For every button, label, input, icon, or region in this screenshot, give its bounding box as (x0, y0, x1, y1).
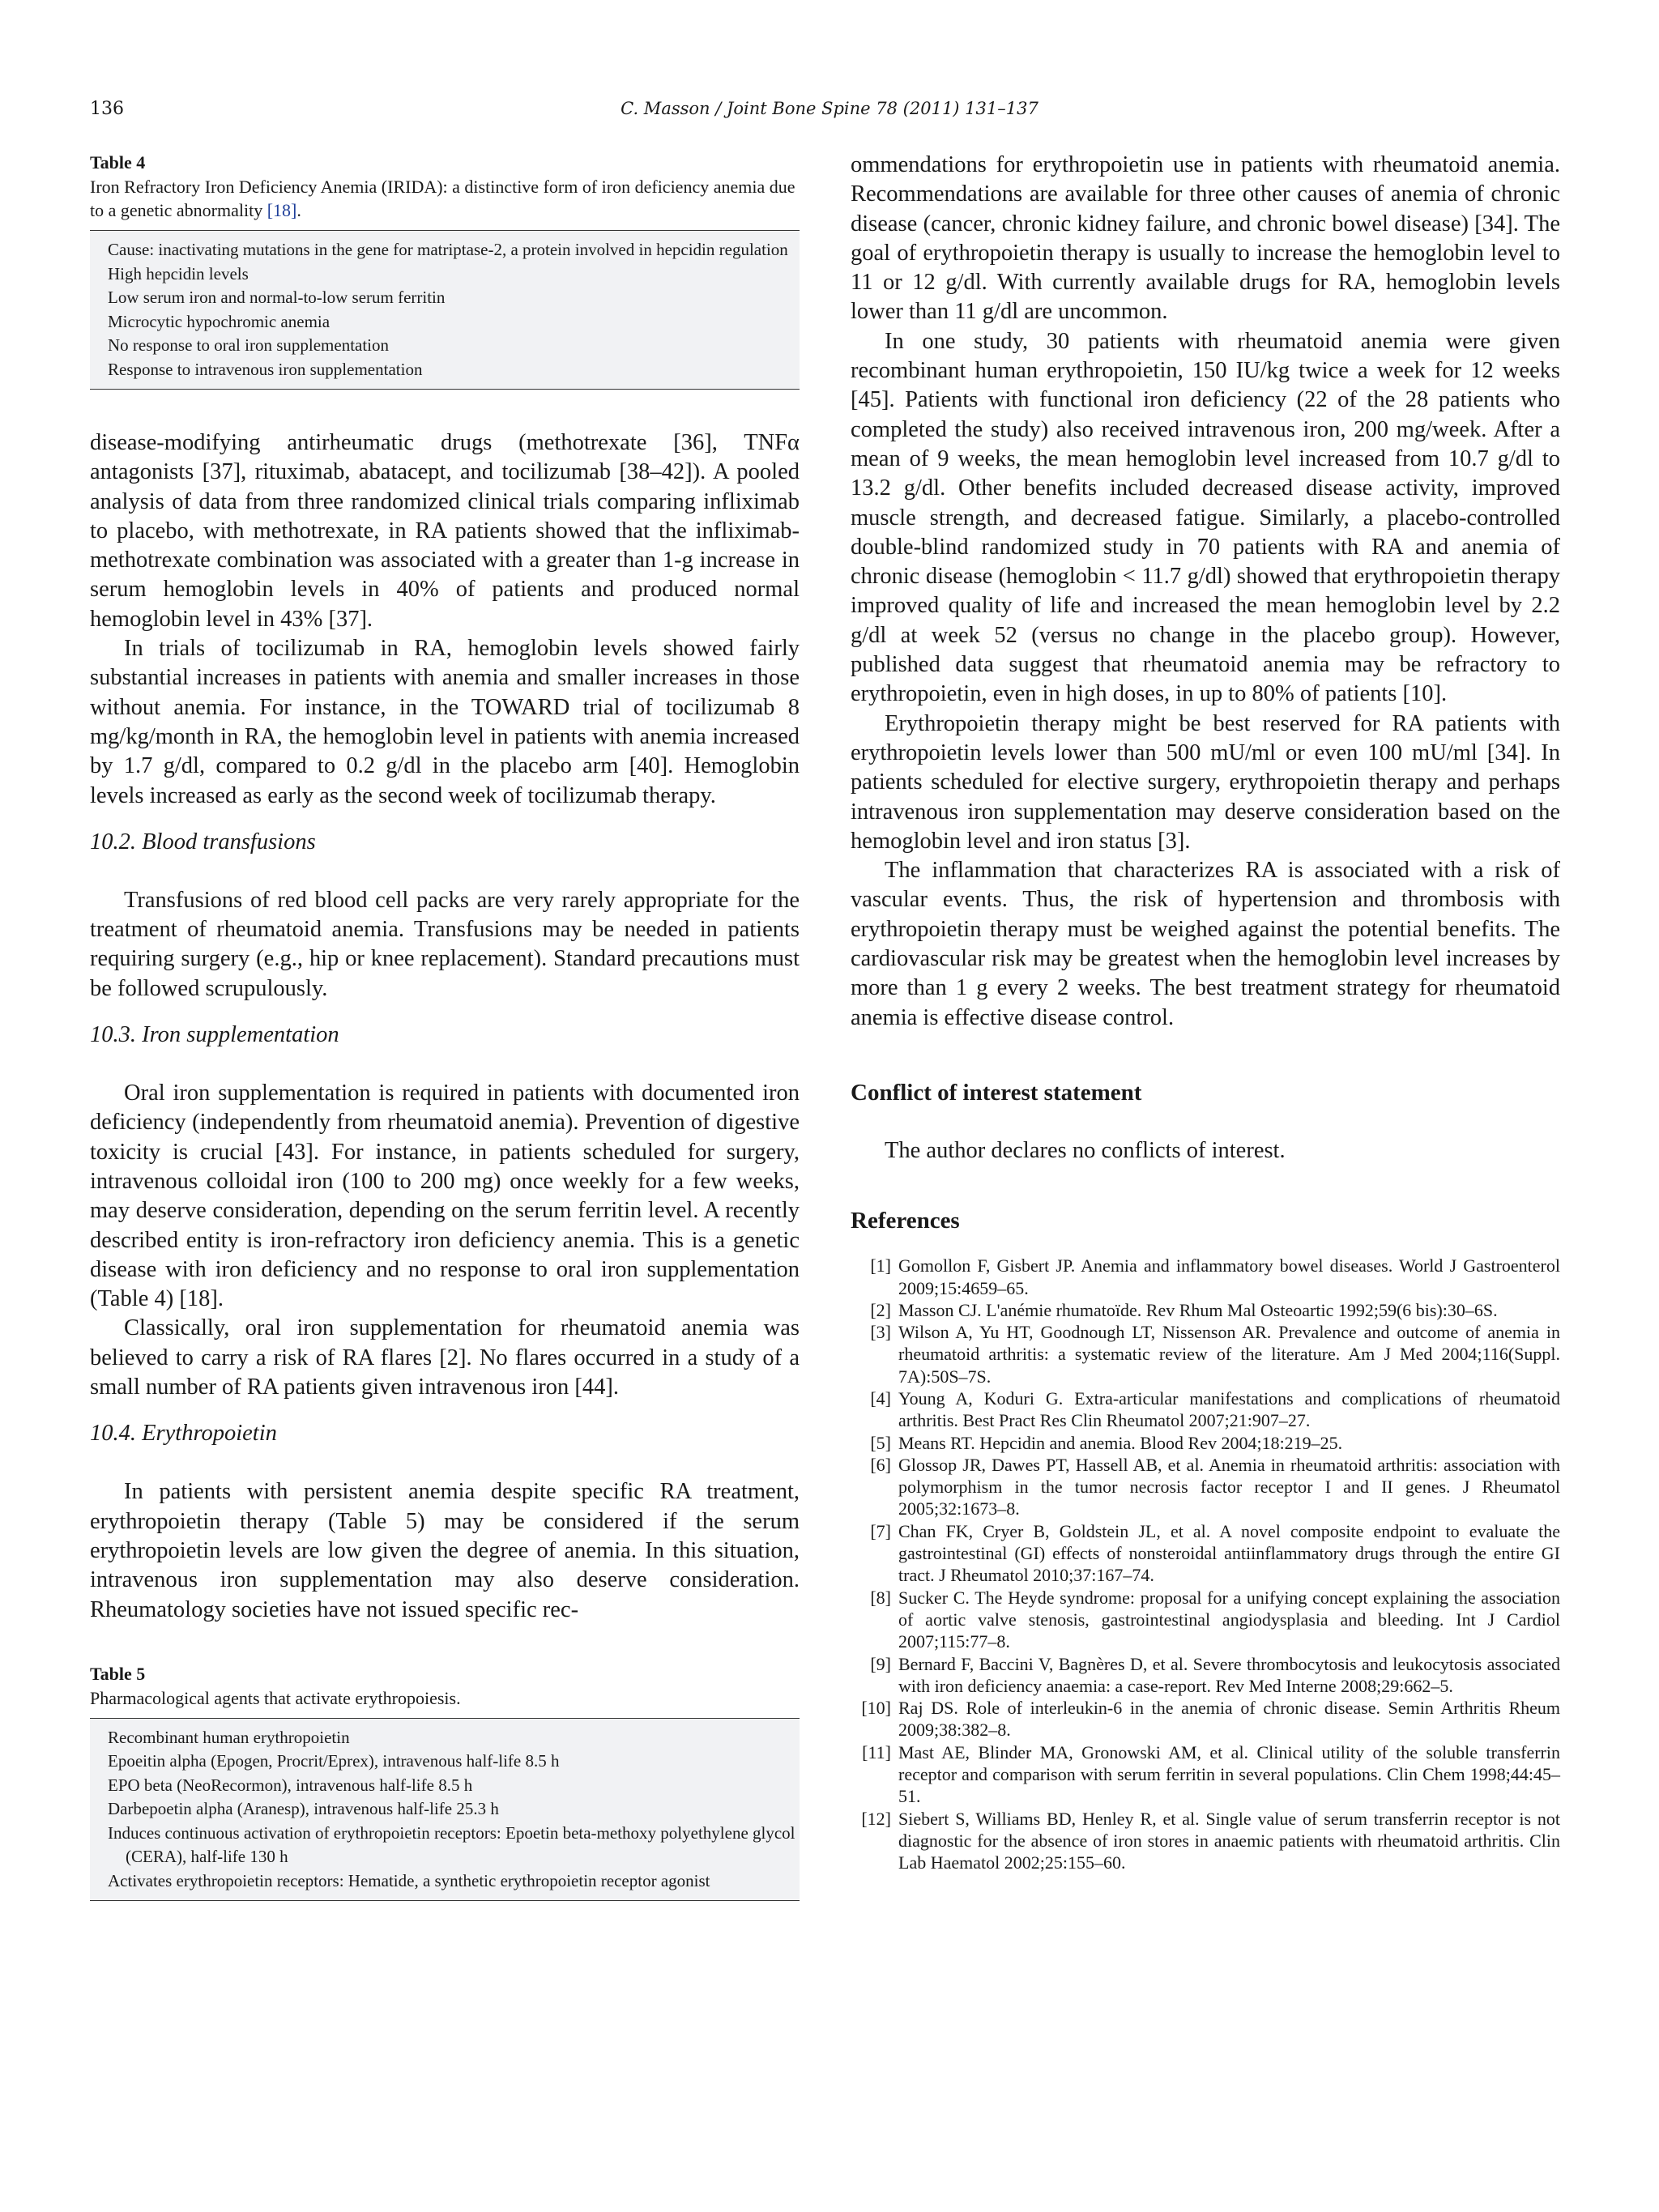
reference-text: Wilson A, Yu HT, Goodnough LT, Nissenson AR. Prevalence and outcome of anemia in rheumatoid arthritis: a systematic review of the literature. Am J Med 2004;116(Suppl. 7A):50S–7S. (898, 1322, 1560, 1387)
reference-text: Siebert S, Williams BD, Henley R, et al. Single value of serum transferrin receptor is not diagnostic for the absence of iron stores in anaemic patients with rheumatoid arthritis. Clin Lab Haematol 2002;25:155–60. (898, 1808, 1560, 1873)
reference-item (851, 1587, 1560, 1653)
reference-text: Raj DS. Role of interleukin-6 in the anemia of chronic disease. Semin Arthritis Rheum 2009;38:382–8. (898, 1698, 1560, 1741)
table-5-row: Darbepoetin alpha (Aranesp), intravenous half-life 25.3 h (108, 1799, 499, 1819)
table-5 (90, 1662, 800, 1902)
reference-number: [7] (870, 1520, 891, 1541)
reference-item (851, 1432, 1560, 1454)
references-list (851, 1255, 1560, 1873)
table-4-row: High hepcidin levels (108, 263, 249, 283)
table-5-body (90, 1718, 800, 1902)
reference-number: [11] (862, 1741, 891, 1762)
section-body (90, 886, 800, 1004)
table-4-caption-end: . (296, 200, 301, 220)
reference-item (851, 1808, 1560, 1874)
reference-number: [6] (870, 1454, 891, 1475)
table-4-row: Response to intravenous iron supplementation (108, 359, 423, 379)
paragraph: Erythropoietin therapy might be best reserved for RA patients with erythropoietin levels lower than 500 mU/ml or even 100 mU/ml [34]. In patients scheduled for elective surgery, erythropoietin therapy and perhaps intravenous iron supplementation may deserve consideration based on the hemoglobin level and iron status [3]. (851, 710, 1560, 854)
reference-item (851, 1321, 1560, 1387)
section-heading-iron-supplementation: 10.3. Iron supplementation (90, 1022, 339, 1048)
reference-number: [4] (870, 1387, 891, 1409)
paragraph: In one study, 30 patients with rheumatoid anemia were given recombinant human erythropoietin, 150 IU/kg twice a week for 12 weeks [45]. Patients with functional iron deficiency (22 of the 28 patients who completed the study) also received intravenous iron, 200 mg/week. After a mean of 9 weeks, the mean hemoglobin level increased from 10.7 g/dl to 13.2 g/dl. Other benefits included decreased disease activity, improved muscle strength, and decreased fatigue. Similarly, a placebo-controlled double-blind randomized study in 70 patients with RA and anemia of chronic disease (hemoglobin < 11.7 g/dl) showed that erythropoietin therapy improved quality of life and increased the mean hemoglobin level by 2.2 g/dl at week 52 (versus no change in the placebo group). However, published data suggest that rheumatoid anemia may be refractory to erythropoietin, even in high doses, in up to 80% of patients [10]. (851, 328, 1560, 707)
paragraph: ommendations for erythropoietin use in patients with rheumatoid anemia. Recommendations are available for three other causes of anemia of chronic disease (cancer, chronic kidney failure, and chronic bowel disease) [34]. The goal of erythropoietin therapy is usually to increase the hemoglobin level to 11 or 12 g/dl. With currently available drugs for RA, hemoglobin levels lower than 11 g/dl are uncommon. (851, 152, 1560, 325)
table-4-body (90, 230, 800, 390)
table-4-label: Table 4 (90, 152, 146, 173)
reference-number: [2] (870, 1299, 891, 1320)
reference-number: [3] (870, 1322, 891, 1343)
paragraph: The inflammation that characterizes RA is associated with a risk of vascular events. Thus, the risk of hypertension and thrombosis with erythropoietin therapy must be weighed against the potential benefits. The cardiovascular risk may be greatest when the hemoglobin level increases by more than 1 g every 2 weeks. The best treatment strategy for rheumatoid anemia is effective disease control. (851, 858, 1560, 1030)
reference-number: [12] (861, 1808, 891, 1829)
table-4-row: Low serum iron and normal-to-low serum ferritin (108, 288, 446, 307)
table-4-row: No response to oral iron supplementation (108, 335, 390, 355)
table-4-caption (90, 175, 800, 222)
table-5-row: Induces continuous activation of erythropoietin receptors: Epoetin beta-methoxy polyethylene glycol (CERA), half-life 130 h (108, 1822, 795, 1867)
table-5-row: Epoeitin alpha (Epogen, Procrit/Eprex), intravenous half-life 8.5 h (108, 1751, 560, 1771)
table-5-caption: Pharmacological agents that activate erythropoiesis. (90, 1687, 461, 1708)
left-column (90, 151, 800, 1901)
table-5-row: Recombinant human erythropoietin (108, 1727, 350, 1747)
paragraph: disease-modifying antirheumatic drugs (methotrexate [36], TNFα antagonists [37], rituximab, abatacept, and tocilizumab [38–42]). A pooled analysis of data from three randomized clinical trials comparing infliximab to placebo, with methotrexate, in RA patients showed that the infliximab-methotrexate combination was associated with a greater than 1-g increase in serum hemoglobin levels in 40% of patients and produced normal hemoglobin level in 43% [37]. (90, 430, 800, 632)
reference-text: Bernard F, Baccini V, Bagnères D, et al. Severe thrombocytosis and leukocytosis associated with iron deficiency anaemia: a case-report. Rev Med Interne 2008;29:662–5. (898, 1653, 1560, 1696)
reference-text: Gomollon F, Gisbert JP. Anemia and inflammatory bowel diseases. World J Gastroenterol 2009;15:4659–65. (898, 1255, 1560, 1298)
reference-item (851, 1520, 1560, 1587)
paragraph: Oral iron supplementation is required in patients with documented iron deficiency (independently from rheumatoid anemia). Prevention of digestive toxicity is crucial [43]. For instance, in patients scheduled for surgery, intravenous colloidal iron (100 to 200 mg) once weekly for a few weeks, may deserve consideration, depending on the serum ferritin level. A recently described entity is iron-refractory iron deficiency anemia. This is a genetic disease with iron deficiency and no response to oral iron supplementation (Table 4) [18]. (90, 1080, 800, 1312)
conflict-text: The author declares no conflicts of interest. (885, 1137, 1286, 1163)
reference-text: Young A, Koduri G. Extra-articular manifestations and complications of rheumatoid arthritis. Best Pract Res Clin Rheumatol 2007;21:907–27. (898, 1387, 1560, 1431)
reference-item (851, 1387, 1560, 1432)
reference-text: Sucker C. The Heyde syndrome: proposal for a unifying concept explaining the association of aortic valve stenosis, gastrointestinal angiodysplasia and bleeding. Int J Cardiol 2007;115:77–8. (898, 1587, 1560, 1652)
reference-item (851, 1454, 1560, 1520)
table-5-row: EPO beta (NeoRecormon), intravenous half-life 8.5 h (108, 1775, 473, 1795)
reference-text: Mast AE, Blinder MA, Gronowski AM, et al. Clinical utility of the soluble transferrin receptor and comparison with serum ferritin in several populations. Clin Chem 1998;44:45–51. (898, 1741, 1560, 1807)
table-4-row: Microcytic hypochromic anemia (108, 311, 331, 331)
reference-item (851, 1653, 1560, 1698)
conflict-heading: Conflict of interest statement (851, 1079, 1142, 1106)
reference-text: Means RT. Hepcidin and anemia. Blood Rev 2004;18:219–25. (898, 1432, 1343, 1453)
paragraph: Classically, oral iron supplementation for rheumatoid anemia was believed to carry a risk of RA flares [2]. No flares occurred in a study of a small number of RA patients given intravenous iron [44]. (90, 1315, 800, 1400)
reference-item (851, 1741, 1560, 1808)
right-body (851, 151, 1560, 1033)
table-5-row: Activates erythropoietin receptors: Hematide, a synthetic erythropoietin receptor agonist (108, 1870, 710, 1890)
page-number: 136 (90, 99, 124, 119)
reference-item (851, 1697, 1560, 1741)
reference-text: Chan FK, Cryer B, Goldstein JL, et al. A novel composite endpoint to evaluate the gastrointestinal (GI) effects of nonsteroidal antiinflammatory drugs through the entire GI tract. J Rheumatol 2010;37:167–74. (898, 1520, 1560, 1586)
reference-text: Glossop JR, Dawes PT, Hassell AB, et al. Anemia in rheumatoid arthritis: association with polymorphism in the tumor necrosis factor receptor I and II genes. J Rheumatol 2005;32:1673–8. (898, 1454, 1560, 1519)
section-heading-erythropoietin: 10.4. Erythropoietin (90, 1421, 277, 1447)
right-column (851, 151, 1560, 1874)
reference-item (851, 1255, 1560, 1299)
reference-number: [1] (870, 1255, 891, 1276)
table-4-row: Cause: inactivating mutations in the gene for matriptase-2, a protein involved in hepcidin regulation (108, 240, 788, 259)
reference-text: Masson CJ. L'anémie rhumatoïde. Rev Rhum Mal Osteoartic 1992;59(6 bis):30–6S. (898, 1299, 1498, 1320)
running-head: C. Masson / Joint Bone Spine 78 (2011) 131–137 (621, 99, 1038, 118)
reference-number: [8] (870, 1587, 891, 1608)
table-4-caption-text: Iron Refractory Iron Deficiency Anemia (IRIDA): a distinctive form of iron deficiency anemia due to a genetic abnormality (90, 177, 795, 220)
section-body (90, 1079, 800, 1402)
paragraph: In trials of tocilizumab in RA, hemoglobin levels showed fairly substantial increases in patients with anemia and smaller increases in those without anemia. For instance, in the TOWARD trial of tocilizumab 8 mg/kg/month in RA, the hemoglobin level in patients with anemia increased by 1.7 g/dl, compared to 0.2 g/dl in the placebo arm [40]. Hemoglobin levels increased as early as the second week of tocilizumab therapy. (90, 636, 800, 808)
table-4 (90, 151, 800, 390)
paragraph: Transfusions of red blood cell packs are very rarely appropriate for the treatment of rheumatoid anemia. Transfusions may be needed in patients requiring surgery (e.g., hip or knee replacement). Standard precautions must be followed scrupulously. (90, 887, 800, 1001)
reference-number: [10] (861, 1698, 891, 1719)
reference-number: [9] (870, 1653, 891, 1674)
references-heading: References (851, 1208, 960, 1234)
section-heading-blood-transfusions: 10.2. Blood transfusions (90, 829, 316, 855)
left-body (90, 428, 800, 811)
table-4-caption-ref[interactable]: [18] (267, 200, 297, 220)
conflict-body (851, 1136, 1560, 1166)
section-body (90, 1477, 800, 1624)
paragraph: In patients with persistent anemia despite specific RA treatment, erythropoietin therapy (Table 5) may be considered if the serum erythropoietin levels are low given the degree of anemia. In this situation, intravenous iron supplementation may also deserve consideration. Rheumatology societies have not issued specific rec- (90, 1479, 800, 1622)
reference-number: [5] (870, 1432, 891, 1453)
table-5-label: Table 5 (90, 1663, 146, 1684)
reference-item (851, 1299, 1560, 1321)
